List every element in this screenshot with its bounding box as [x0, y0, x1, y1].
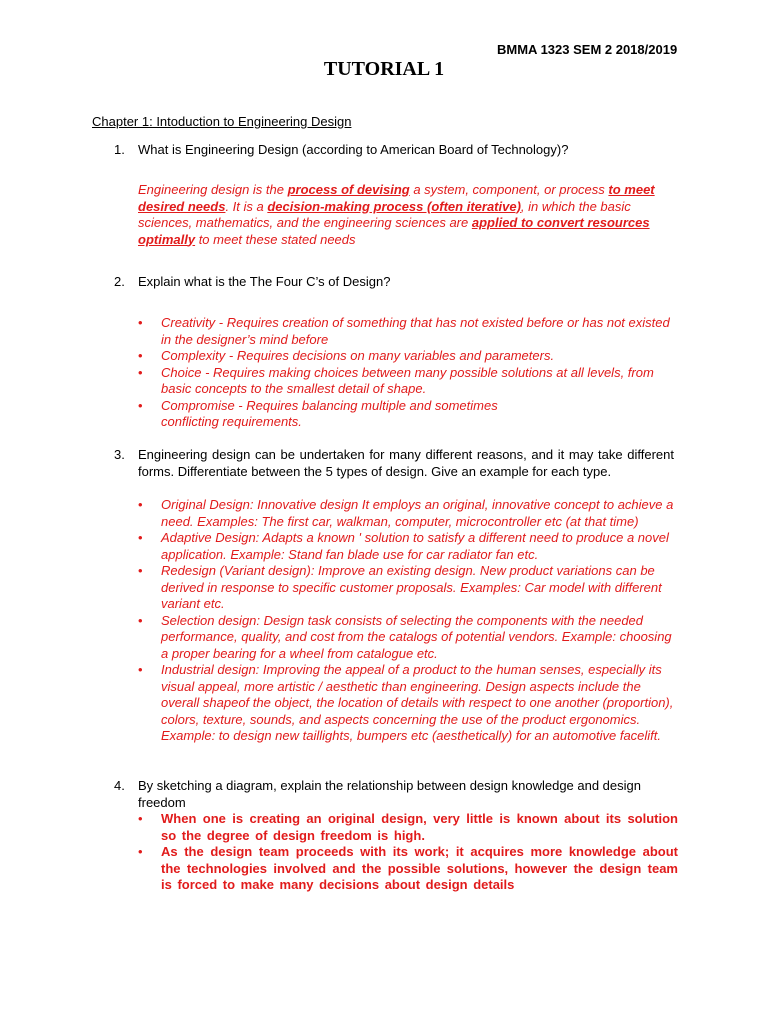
bullet-icon: •	[138, 397, 143, 413]
list-item-text: Adaptive Design: Adapts a known ' solution to satisfy a different need to produce a novel application. Example: Stand fan blade use for car radiator fan etc.	[161, 530, 669, 562]
answer-text: Engineering design is the	[138, 182, 288, 197]
list-item-text: Redesign (Variant design): Improve an existing design. New product variations can be derived in response to specific customer proposals. Examples: Car model with different variant etc.	[161, 563, 662, 611]
list-item-text: As the design team proceeds with its work; it acquires more knowledge about the technologies involved and the possible solutions, however the design team is forced to make many decisions about design details	[161, 844, 678, 892]
bullet-icon: •	[138, 364, 143, 380]
answer-emphasis: process of devising	[287, 182, 410, 197]
answer-text: a system, component, or process	[409, 182, 609, 197]
list-item	[138, 348, 678, 365]
chapter-heading: Chapter 1: Intoduction to Engineering Design	[92, 114, 352, 129]
bullet-icon: •	[138, 530, 143, 545]
course-code: BMMA 1323 SEM 2 2018/2019	[497, 42, 678, 57]
list-item	[138, 844, 678, 894]
question-number: 2.	[114, 274, 125, 289]
bullet-icon: •	[138, 844, 143, 859]
question-number: 4.	[114, 778, 125, 793]
answer-3-list	[138, 497, 678, 745]
answer-text: , in which the basic sciences, mathematics, and the engineering sciences are	[138, 198, 631, 230]
question-text: What is Engineering Design (according to American Board of Technology)?	[138, 142, 569, 157]
question-text: Explain what is the The Four C’s of Design?	[138, 274, 391, 289]
list-item-text: When one is creating an original design, very little is known about its solution so the degree of design freedom is high.	[161, 811, 678, 843]
bullet-icon: •	[138, 563, 143, 578]
list-item	[138, 662, 678, 745]
question-text: By sketching a diagram, explain the relationship between design knowledge and design freedom	[138, 778, 641, 810]
answer-text: to meet these stated needs	[195, 231, 356, 247]
list-item-text: Original Design: Innovative design It employs an original, innovative concept to achieve a need. Examples: The first car, walkman, computer, microcontroller etc (at that time)	[161, 497, 674, 529]
list-item-text: Selection design: Design task consists of selecting the components with the needed performance, quality, and cost from the catalogs of potential vendors. Example: choosing a proper bearing for a wheel from catalogue etc.	[161, 612, 672, 661]
answer-4-list	[138, 811, 678, 894]
bullet-icon: •	[138, 497, 143, 512]
list-item	[138, 811, 678, 844]
list-item-text: Choice - Requires making choices between many possible solutions at all levels, from basic concepts to the smallest detail of shape.	[161, 364, 654, 396]
bullet-icon: •	[138, 315, 143, 330]
list-item-text: Compromise - Requires balancing multiple and sometimes conflicting requirements.	[161, 397, 498, 429]
list-item-text: Creativity - Requires creation of something that has not existed before or has not existed in the designer’s mind before	[161, 315, 670, 347]
answer-emphasis: applied to convert resources optimally	[138, 215, 650, 247]
list-item	[138, 563, 678, 613]
answer-emphasis: to meet desired needs	[138, 182, 655, 214]
bullet-icon: •	[138, 662, 143, 677]
list-item	[138, 365, 678, 398]
answer-emphasis: decision-making process (often iterative)	[267, 198, 521, 214]
list-item	[138, 497, 678, 530]
list-item	[138, 530, 678, 563]
bullet-icon: •	[138, 811, 143, 826]
question-number: 1.	[114, 142, 125, 157]
list-item-text: Complexity - Requires decisions on many variables and parameters.	[161, 348, 555, 363]
list-item	[138, 398, 678, 431]
bullet-icon: •	[138, 612, 143, 628]
list-item	[138, 315, 678, 348]
page-title: TUTORIAL 1	[323, 58, 445, 80]
list-item	[138, 613, 678, 663]
answer-text: . It is a	[225, 198, 268, 214]
question-number: 3.	[114, 447, 125, 462]
list-item-text: Industrial design: Improving the appeal of a product to the human senses, especially its visual appeal, more artistic / aesthetic than engineering. Design aspects include the overall shapeof the object, the location of details with respect to one another (proportion), colors, texture, sounds, and aspects concerning the use of the product ergonomics. Example: to design new taillights, bumpers etc (aesthetically) for an automotive facelift.	[161, 662, 674, 743]
bullet-icon: •	[138, 348, 143, 363]
question-text: Engineering design can be undertaken for many different reasons, and it may take different forms. Differentiate between the 5 types of design. Give an example for each type.	[138, 447, 674, 479]
answer-1	[138, 182, 678, 248]
answer-2-list	[138, 315, 678, 431]
